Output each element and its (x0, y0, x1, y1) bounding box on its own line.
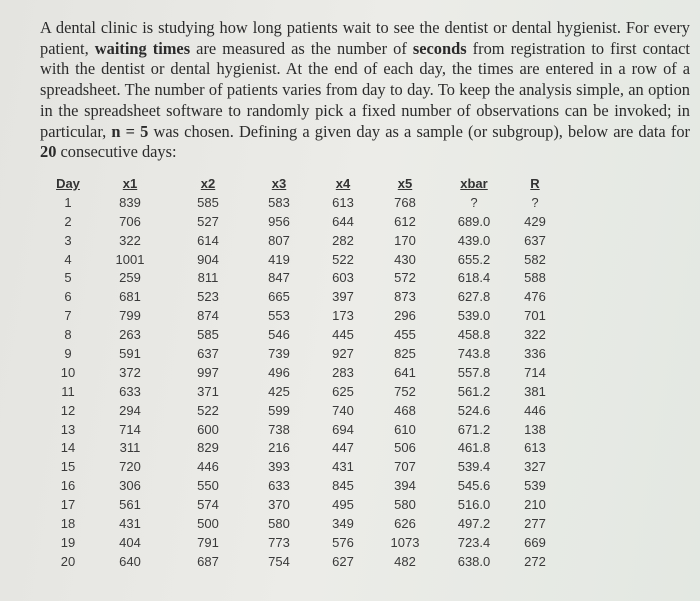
cell-x3: 739 (268, 345, 290, 361)
cell-day: 9 (64, 345, 72, 361)
cell-r: 381 (524, 383, 546, 399)
cell-x1: 839 (119, 194, 141, 210)
waiting-times-table (48, 174, 560, 571)
table-row (48, 552, 560, 571)
cell-x3: 754 (268, 553, 290, 569)
cell-x4: 283 (332, 364, 354, 380)
cell-x1: 294 (119, 402, 141, 418)
cell-x1: 306 (119, 478, 141, 494)
cell-x1: 1001 (115, 251, 145, 267)
table-row (48, 438, 560, 457)
cell-r: 714 (524, 364, 546, 380)
cell-xbar: 539.0 (457, 308, 491, 324)
cell-x1: 561 (119, 497, 141, 513)
cell-x5: 394 (394, 478, 416, 494)
cell-day: 20 (60, 553, 76, 569)
cell-x5: 482 (394, 553, 416, 569)
column-header-x2: x2 (200, 175, 216, 191)
cell-x3: 580 (268, 515, 290, 531)
bold-term: 20 (40, 142, 57, 162)
cell-x3: 216 (268, 440, 290, 456)
cell-x3: 496 (268, 364, 290, 380)
cell-r: 210 (524, 497, 546, 513)
cell-x2: 527 (197, 213, 219, 229)
cell-x2: 829 (197, 440, 219, 456)
cell-x5: 610 (394, 421, 416, 437)
cell-x2: 600 (197, 421, 219, 437)
cell-r: 476 (524, 289, 546, 305)
cell-x2: 371 (197, 383, 219, 399)
cell-day: 13 (60, 421, 76, 437)
cell-x4: 431 (332, 459, 354, 475)
problem-statement (40, 18, 690, 163)
cell-r: 138 (524, 421, 546, 437)
cell-x2: 585 (197, 327, 219, 343)
cell-x4: 625 (332, 383, 354, 399)
cell-x3: 738 (268, 421, 290, 437)
cell-xbar: 524.6 (457, 402, 491, 418)
cell-x5: 707 (394, 459, 416, 475)
cell-x3: 633 (268, 478, 290, 494)
cell-x1: 591 (119, 345, 141, 361)
cell-day: 11 (61, 383, 75, 399)
cell-x5: 752 (394, 383, 416, 399)
table-row (48, 212, 560, 231)
cell-x3: 546 (268, 327, 290, 343)
cell-x5: 430 (394, 251, 416, 267)
column-header-x3: x3 (271, 175, 287, 191)
bold-term: waiting times (94, 38, 191, 58)
cell-x5: 572 (394, 270, 416, 286)
cell-x2: 791 (197, 534, 219, 550)
cell-r: 322 (524, 327, 546, 343)
cell-r: 637 (524, 232, 546, 248)
cell-x4: 447 (332, 440, 354, 456)
cell-day: 17 (60, 497, 76, 513)
text-segment: A dental clinic is studying how long patients wait to see the dentist or dental hygienist. For every patient, (40, 18, 690, 58)
cell-x1: 706 (119, 213, 141, 229)
cell-xbar: 557.8 (457, 364, 491, 380)
cell-x4: 445 (332, 327, 354, 343)
cell-r: 669 (524, 534, 546, 550)
cell-x3: 393 (268, 459, 290, 475)
cell-x1: 372 (119, 364, 141, 380)
cell-r: 327 (524, 459, 546, 475)
cell-xbar: 627.8 (457, 289, 491, 305)
cell-r: 336 (524, 345, 546, 361)
cell-x4: 845 (332, 478, 354, 494)
cell-xbar: 539.4 (457, 459, 491, 475)
cell-x3: 419 (268, 251, 290, 267)
cell-x4: 282 (332, 232, 354, 248)
table-row (48, 250, 560, 269)
cell-x5: 468 (394, 402, 416, 418)
cell-x2: 446 (197, 459, 219, 475)
cell-x2: 874 (197, 308, 219, 324)
column-header-x1: x1 (122, 175, 138, 191)
cell-x4: 627 (332, 553, 354, 569)
table-row (48, 325, 560, 344)
cell-x2: 637 (197, 345, 219, 361)
cell-x5: 768 (394, 194, 416, 210)
cell-x5: 296 (394, 308, 416, 324)
cell-x5: 641 (394, 364, 416, 380)
cell-x5: 626 (394, 515, 416, 531)
cell-x5: 612 (394, 213, 416, 229)
cell-x1: 640 (119, 553, 141, 569)
cell-xbar: 461.8 (457, 440, 491, 456)
cell-x1: 259 (119, 270, 141, 286)
table-header-row (48, 174, 560, 193)
cell-x1: 431 (119, 515, 141, 531)
cell-r: 539 (524, 478, 546, 494)
cell-day: 2 (64, 213, 72, 229)
cell-day: 19 (60, 534, 76, 550)
cell-r: 582 (524, 251, 546, 267)
cell-x4: 397 (332, 289, 354, 305)
table-row (48, 268, 560, 287)
cell-x2: 585 (197, 194, 219, 210)
cell-x4: 603 (332, 270, 354, 286)
table-row (48, 287, 560, 306)
cell-r: 429 (524, 213, 546, 229)
cell-x4: 495 (332, 497, 354, 513)
table-row (48, 420, 560, 439)
cell-xbar: 439.0 (457, 232, 491, 248)
cell-x3: 956 (268, 213, 290, 229)
cell-x4: 644 (332, 213, 354, 229)
bold-term: seconds (412, 38, 467, 58)
cell-x5: 1073 (390, 534, 420, 550)
cell-x3: 425 (268, 383, 290, 399)
table-row (48, 533, 560, 552)
cell-x1: 263 (119, 327, 141, 343)
text-segment: from registration to first contact with the dentist or dental hygienist. At the end of each day, the times are entered in a row of a spreadsheet. The number of patients varies from day to day. To keep the analysis simple, an option in the spreadsheet software to randomly pick a fixed number of observations can be invoked; in particular, (40, 38, 690, 141)
cell-xbar: 671.2 (457, 421, 491, 437)
table-row (48, 306, 560, 325)
table-row (48, 495, 560, 514)
cell-x5: 580 (394, 497, 416, 513)
cell-day: 16 (60, 478, 76, 494)
cell-x1: 681 (119, 289, 141, 305)
cell-r: ? (531, 194, 539, 210)
cell-day: 14 (60, 440, 76, 456)
cell-x3: 807 (268, 232, 290, 248)
column-header-r: R (530, 175, 540, 191)
cell-x1: 404 (119, 534, 141, 550)
cell-x2: 811 (197, 270, 219, 286)
cell-day: 12 (60, 402, 76, 418)
cell-xbar: 638.0 (457, 553, 491, 569)
cell-x3: 583 (268, 194, 290, 210)
table-row (48, 476, 560, 495)
cell-xbar: 689.0 (457, 213, 491, 229)
cell-x1: 322 (119, 232, 141, 248)
cell-day: 6 (64, 289, 72, 305)
cell-x5: 170 (394, 232, 416, 248)
cell-x2: 687 (197, 553, 219, 569)
cell-x2: 904 (197, 251, 219, 267)
table-row (48, 231, 560, 250)
cell-xbar: 545.6 (457, 478, 491, 494)
table-row (48, 363, 560, 382)
cell-x2: 574 (197, 497, 219, 513)
bold-term: n = 5 (111, 121, 149, 141)
cell-xbar: 723.4 (457, 534, 491, 550)
cell-r: 277 (524, 515, 546, 531)
table-row (48, 514, 560, 533)
cell-day: 4 (64, 251, 72, 267)
cell-day: 10 (60, 364, 76, 380)
cell-x5: 825 (394, 345, 416, 361)
cell-x4: 694 (332, 421, 354, 437)
cell-x4: 613 (332, 194, 354, 210)
cell-x4: 576 (332, 534, 354, 550)
text-segment: was chosen. Defining a given day as a sample (or subgroup), below are data for (148, 121, 690, 141)
cell-xbar: 655.2 (457, 251, 491, 267)
cell-x2: 500 (197, 515, 219, 531)
table-row (48, 382, 560, 401)
cell-xbar: 497.2 (457, 515, 491, 531)
cell-x2: 550 (197, 478, 219, 494)
table-row (48, 344, 560, 363)
cell-x1: 799 (119, 308, 141, 324)
cell-r: 588 (524, 270, 546, 286)
cell-xbar: 516.0 (457, 497, 491, 513)
column-header-x4: x4 (335, 175, 351, 191)
cell-xbar: 618.4 (457, 270, 491, 286)
cell-day: 1 (64, 194, 72, 210)
cell-r: 701 (524, 308, 546, 324)
cell-x4: 522 (332, 251, 354, 267)
cell-day: 15 (60, 459, 76, 475)
cell-x3: 370 (268, 497, 290, 513)
cell-x1: 633 (119, 383, 141, 399)
cell-x2: 997 (197, 364, 219, 380)
cell-r: 446 (524, 402, 546, 418)
cell-x2: 614 (197, 232, 219, 248)
cell-x1: 720 (119, 459, 141, 475)
column-header-day: Day (56, 175, 80, 191)
text-segment: consecutive days: (56, 142, 177, 162)
table-row (48, 193, 560, 212)
cell-xbar: 561.2 (457, 383, 491, 399)
cell-x3: 553 (268, 308, 290, 324)
cell-x2: 523 (197, 289, 219, 305)
cell-day: 8 (64, 327, 72, 343)
cell-xbar: 743.8 (457, 345, 491, 361)
cell-xbar: 458.8 (457, 327, 491, 343)
cell-x4: 927 (332, 345, 354, 361)
cell-day: 7 (64, 308, 72, 324)
cell-x3: 665 (268, 289, 290, 305)
cell-day: 18 (60, 515, 76, 531)
cell-x1: 714 (119, 421, 141, 437)
cell-x3: 847 (268, 270, 290, 286)
cell-x4: 349 (332, 515, 354, 531)
column-header-xbar: xbar (460, 175, 488, 191)
cell-day: 5 (64, 270, 72, 286)
cell-x2: 522 (197, 402, 219, 418)
table-row (48, 457, 560, 476)
cell-xbar: ? (470, 194, 478, 210)
cell-x4: 173 (332, 308, 354, 324)
cell-x3: 599 (268, 402, 290, 418)
cell-x5: 506 (394, 440, 416, 456)
cell-r: 272 (524, 553, 546, 569)
text-segment: are measured as the number of (190, 38, 413, 58)
cell-r: 613 (524, 440, 546, 456)
table-row (48, 401, 560, 420)
cell-x5: 873 (394, 289, 416, 305)
column-header-x5: x5 (397, 175, 413, 191)
cell-x1: 311 (119, 440, 141, 456)
cell-x4: 740 (332, 402, 354, 418)
cell-x5: 455 (394, 327, 416, 343)
cell-x3: 773 (268, 534, 290, 550)
cell-day: 3 (64, 232, 72, 248)
